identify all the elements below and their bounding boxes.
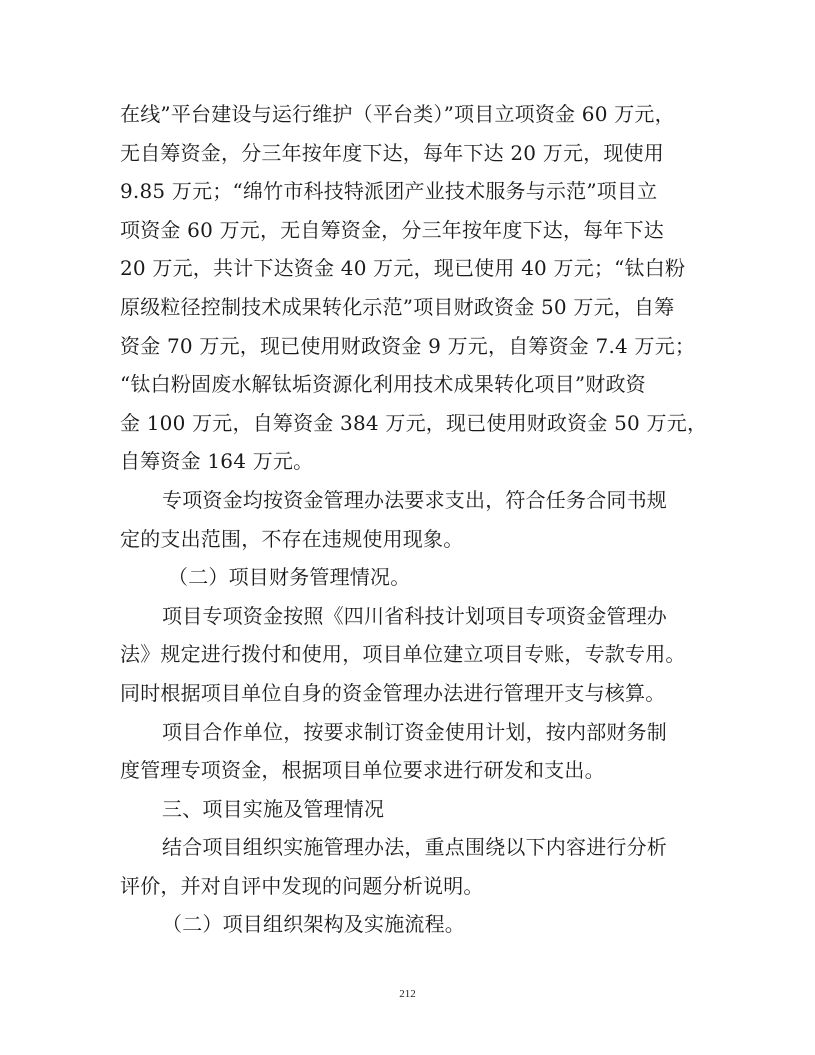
paragraph-first-line: 结合项目组织实施管理办法，重点围绕以下内容进行分析	[162, 835, 667, 860]
paragraph-first-line: 专项资金均按资金管理办法要求支出，符合任务合同书规	[162, 487, 667, 512]
text-line: 原级粒径控制技术成果转化示范”项目财政资金 50 万元，自筹	[120, 294, 675, 319]
section-heading: 三、项目实施及管理情况	[162, 796, 385, 821]
text-line: 在线”平台建设与运行维护（平台类）”项目立项资金 60 万元，	[120, 102, 675, 126]
text-line: 9.85 万元；“绵竹市科技特派团产业技术服务与示范”项目立	[120, 179, 658, 204]
text-line: 评价，并对自评中发现的问题分析说明。	[120, 873, 484, 898]
text-line: “钛白粉固废水解钛垢资源化利用技术成果转化项目”财政资	[120, 372, 646, 397]
body-text	[120, 95, 708, 944]
section-heading: （二）项目组织架构及实施流程。	[162, 912, 465, 937]
paragraph-first-line: 项目合作单位，按要求制订资金使用计划，按内部财务制	[162, 719, 667, 744]
text-line: 同时根据项目单位自身的资金管理办法进行管理开支与核算。	[120, 680, 666, 705]
text-line: 法》规定进行拨付和使用，项目单位建立项目专账，专款专用。	[120, 642, 686, 667]
text-line: 金 100 万元，自筹资金 384 万元，现已使用财政资金 50 万元，	[120, 410, 708, 435]
text-line: 度管理专项资金，根据项目单位要求进行研发和支出。	[120, 758, 605, 783]
text-line: 20 万元，共计下达资金 40 万元，现已使用 40 万元；“钛白粉	[120, 256, 686, 281]
text-line: 项资金 60 万元，无自筹资金，分三年按年度下达，每年下达	[120, 217, 664, 242]
text-line: 无自筹资金，分三年按年度下达，每年下达 20 万元，现使用	[120, 140, 664, 165]
text-line: 资金 70 万元，现已使用财政资金 9 万元，自筹资金 7.4 万元；	[120, 333, 696, 358]
text-line: 定的支出范围，不存在违规使用现象。	[120, 526, 464, 551]
text-line: 自筹资金 164 万元。	[120, 449, 314, 474]
paragraph-first-line: 项目专项资金按照《四川省科技计划项目专项资金管理办	[162, 603, 667, 628]
section-heading: （二）项目财务管理情况。	[168, 565, 411, 590]
page-number: 212	[399, 988, 416, 1000]
